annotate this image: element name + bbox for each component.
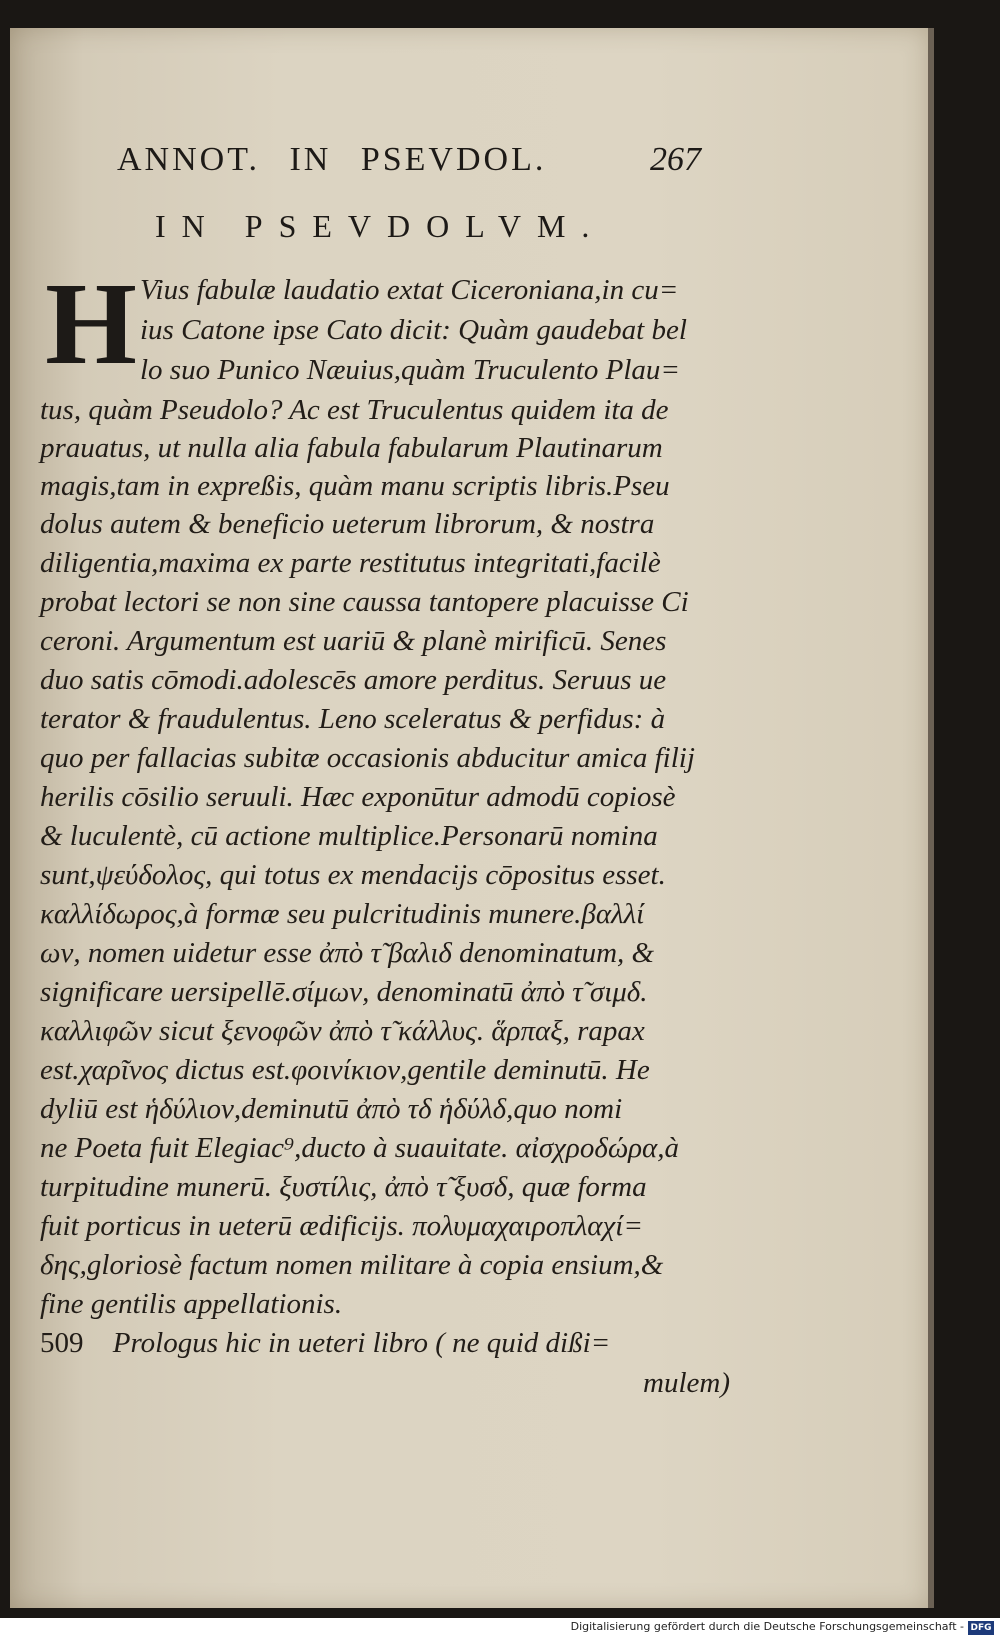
- text-line: sunt,ψεύδολος, qui totus ex mendacijs cōpositus esset.: [40, 859, 666, 891]
- text-line: diligentia,maxima ex parte restitutus integritati,facilè: [40, 547, 661, 579]
- text-line: dyliū est ἡδύλιον,deminutū ἀπὸ τδ ἡδύλδ,quo nomi: [40, 1093, 623, 1125]
- text-line: fuit porticus in ueterū ædificijs. πολυμαχαιροπλαχί=: [40, 1210, 643, 1242]
- text-line: prauatus, ut nulla alia fabula fabularum Plautinarum: [40, 432, 663, 464]
- text-line: ne Poeta fuit Elegiac⁹,ducto à suauitate. αἰσχροδώρα,à: [40, 1132, 679, 1164]
- note-text: Prologus hic in ueteri libro ( ne quid dißi=: [112, 1327, 611, 1359]
- text-line: tus, quàm Pseudolo? Ac est Truculentus quidem ita de: [40, 394, 669, 426]
- running-head-title: ANNOT. IN PSEVDOL.: [117, 141, 547, 178]
- text-line: Vius fabulæ laudatio extat Ciceroniana,in cu=: [140, 274, 679, 306]
- page-number: 267: [650, 141, 701, 178]
- text-line: est.χαρῖνος dictus est.φοινίκιον,gentile deminutū. He: [40, 1054, 650, 1086]
- text-line: magis,tam in expreßis, quàm manu scriptis libris.Pseu: [40, 470, 670, 502]
- section-title: IN PSEVDOLVM.: [155, 208, 606, 244]
- text-line: dolus autem & beneficio ueterum librorum, & nostra: [40, 508, 655, 540]
- text-line: ceroni. Argumentum est uariū & planè mirificū. Senes: [40, 625, 667, 657]
- text-line: lo suo Punico Næuius,quàm Truculento Plau=: [140, 354, 680, 386]
- note-line: [40, 1323, 610, 1363]
- text-line: duo satis cōmodi.adolescēs amore perditus. Seruus ue: [40, 664, 667, 696]
- text-line: herilis cōsilio seruuli. Hæc exponūtur admodū copiosè: [40, 781, 676, 813]
- drop-cap: H: [45, 258, 137, 389]
- digitization-footer: [0, 1618, 1000, 1639]
- note-continuation: mulem): [643, 1367, 730, 1399]
- book-page: [10, 28, 928, 1608]
- funding-credit: Digitalisierung gefördert durch die Deutsche Forschungsgemeinschaft -: [570, 1620, 964, 1633]
- dfg-logo[interactable]: DFG: [968, 1621, 994, 1635]
- text-line: καλλίδωρος,à formæ seu pulcritudinis munere.βαλλί: [40, 898, 645, 930]
- page-edge: [928, 28, 934, 1608]
- text-line: terator & fraudulentus. Leno sceleratus & perfidus: à: [40, 703, 666, 735]
- note-number: 509: [40, 1327, 84, 1359]
- text-line: ων, nomen uidetur esse ἀπὸ τ̃ βαλιδ denominatum, &: [40, 937, 655, 969]
- text-line: fine gentilis appellationis.: [40, 1288, 343, 1320]
- text-line: turpitudine munerū. ξυστίλις, ἀπὸ τ̃ ξυσδ, quæ forma: [40, 1171, 647, 1203]
- text-line: significare uersipellē.σίμων, denominatū ἀπὸ τ̃ σιμδ.: [40, 976, 648, 1008]
- text-line: & luculentè, cū actione multiplice.Personarū nomina: [40, 820, 658, 852]
- text-line: ius Catone ipse Cato dicit: Quàm gaudebat bel: [140, 314, 687, 346]
- text-line: καλλιφῶν sicut ξενοφῶν ἀπὸ τ̃ κάλλυς. ἅρπαξ, rapax: [40, 1015, 645, 1047]
- text-line: quo per fallacias subitæ occasionis abducitur amica filij: [40, 742, 695, 774]
- text-line: δης,gloriosè factum nomen militare à copia ensium,&: [40, 1249, 664, 1281]
- text-line: probat lectori se non sine caussa tantopere placuisse Ci: [40, 586, 689, 618]
- running-head: [105, 123, 725, 183]
